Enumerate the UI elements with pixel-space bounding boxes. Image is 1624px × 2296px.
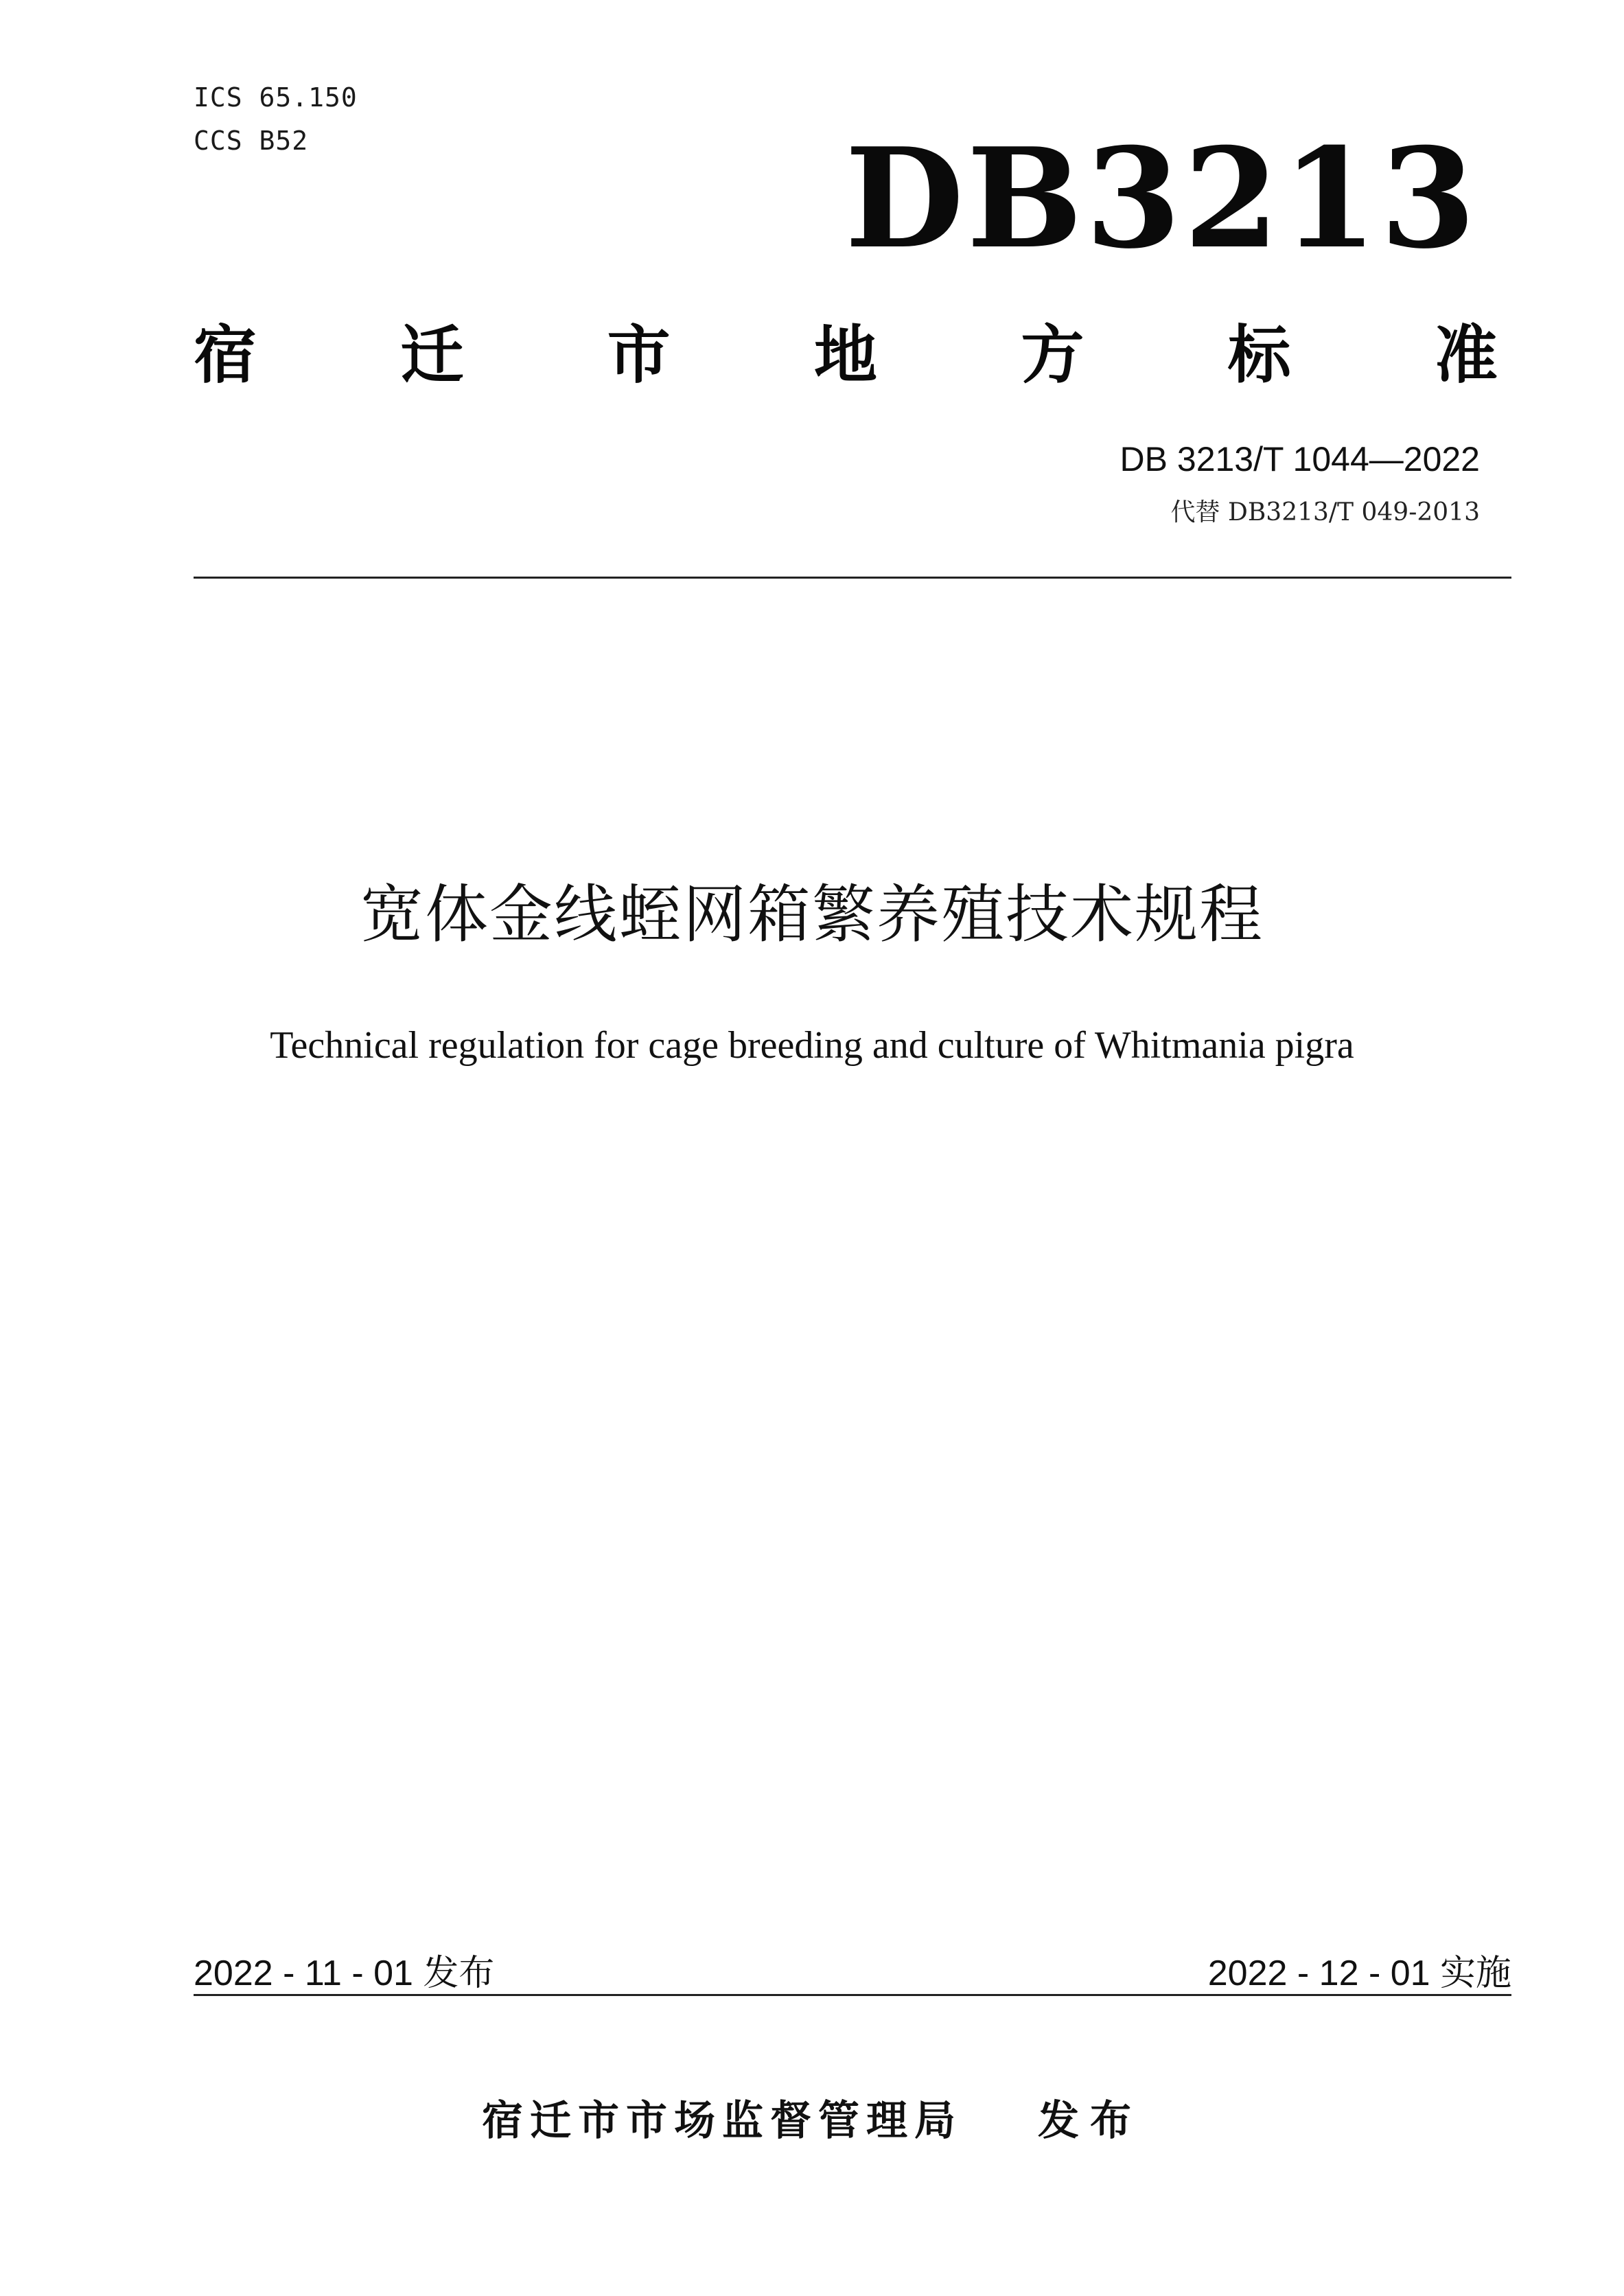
standard-type-char: 方 (1021, 318, 1084, 392)
standard-number: DB 3213/T 1044—2022 (1120, 440, 1480, 478)
standard-type-char: 准 (1434, 318, 1498, 392)
footer-divider (194, 1994, 1511, 1996)
db-code-logo: DB3213 (844, 118, 1478, 279)
document-title-en: Technical regulation for cage breeding and culture of Whitmania pigra (270, 1024, 1354, 1067)
standard-type-char: 迁 (400, 318, 464, 392)
effective-date: 2022 - 12 - 01 实施 (1207, 1953, 1511, 1993)
issuer-name: 宿迁市市场监督管理局 (482, 2097, 962, 2145)
standard-type-char: 标 (1227, 318, 1291, 392)
standard-type-char: 地 (813, 318, 877, 392)
issuer-action: 发布 (1038, 2097, 1142, 2145)
standard-type-char: 市 (607, 318, 671, 392)
replaces-standard: 代替 DB3213/T 049-2013 (1170, 498, 1480, 526)
issue-date: 2022 - 11 - 01 发布 (194, 1953, 495, 1993)
standard-type-char: 宿 (194, 318, 257, 392)
ccs-code: CCS B52 (194, 126, 309, 156)
standard-type-heading (194, 318, 1498, 392)
ics-code: ICS 65.150 (194, 82, 358, 113)
header-divider (194, 577, 1511, 579)
issuer-line (0, 2094, 1624, 2148)
document-title-zh: 宽体金线蛭网箱繁养殖技术规程 (360, 878, 1264, 951)
